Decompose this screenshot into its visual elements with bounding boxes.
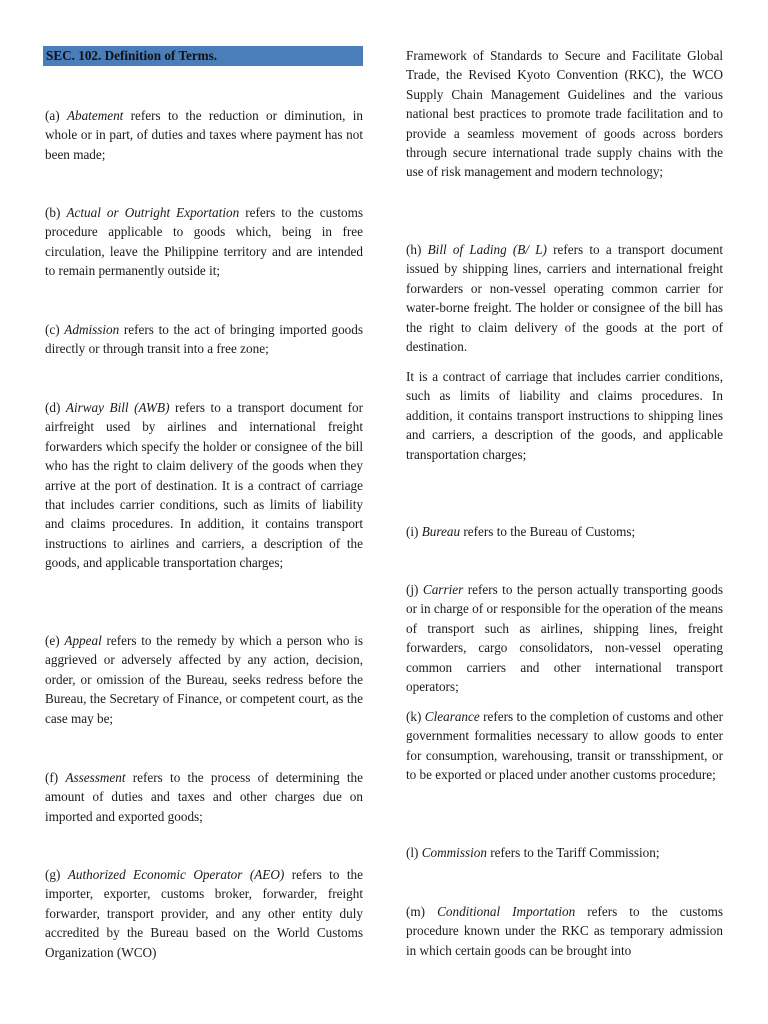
definition-text: refers to the person actually transporting goods or in charge of or responsible for the operation of the means of transport such as airlines, shipping lines, freight forwarders, cargo consolidators, non-vessel operating common carriers and other international transport operators;	[406, 582, 724, 695]
definition-text: refers to the customs procedure applicable to goods which, being in free circulation, leave the Philippine territory and are intended to remain permanently outside it;	[45, 205, 363, 279]
definition-g-continued	[406, 46, 723, 182]
definition-label: (m)	[406, 904, 438, 919]
definition-term: Commission	[421, 845, 487, 860]
definition-term: Airway Bill (AWB)	[65, 400, 170, 415]
definition-a	[45, 106, 363, 164]
definition-m	[406, 902, 723, 960]
definition-label: (k)	[406, 709, 425, 724]
definition-label: (h)	[406, 242, 428, 257]
definition-label: (e)	[45, 633, 65, 648]
definition-label: (g)	[45, 867, 68, 882]
definition-h-paragraph-2	[406, 367, 723, 464]
definition-f	[45, 768, 363, 826]
definition-label: (d)	[45, 400, 66, 415]
definition-term: Bureau	[421, 524, 461, 539]
definition-d	[45, 398, 363, 573]
definition-g	[45, 865, 363, 962]
definition-text: refers to the reduction or diminution, in whole or in part, of duties and taxes where payment has not been made;	[45, 108, 363, 162]
definition-term: Actual or Outright Exportation	[66, 205, 240, 220]
definition-text: refers to the process of determining the amount of duties and taxes and other charges due on imported and exported goods;	[45, 770, 364, 824]
definition-c	[45, 320, 363, 359]
definition-label: (b)	[45, 205, 67, 220]
definition-e	[45, 631, 363, 728]
definition-label: (j)	[406, 582, 423, 597]
definition-label: (i)	[406, 524, 422, 539]
definition-label: (a)	[45, 108, 67, 123]
definition-text: refers to a transport document for airfreight used by airlines and international freight forwarders which specify the holder or consignee of the bill who has the right to claim delivery of the goods when they arrive at the port of destination. It is a contract of carriage that includes carrier conditions, such as limits of liability and claims procedures. In addition, it contains transport instructions to airlines and carriers, a description of the goods, and applicable transportation charges;	[45, 400, 363, 571]
definition-term: Abatement	[66, 108, 124, 123]
definition-text: refers to the customs procedure known under the RKC as temporary admission in which certain goods can be brought into	[406, 904, 723, 958]
section-heading: SEC. 102. Definition of Terms.	[43, 46, 363, 66]
definition-term: Appeal	[64, 633, 102, 648]
definition-text: refers to the importer, exporter, customs broker, forwarder, freight forwarder, transport provider, and any other entity duly accredited by the Bureau based on the World Customs Organization (WCO)	[45, 867, 363, 960]
definition-label: (f)	[45, 770, 66, 785]
definition-text: refers to a transport document issued by shipping lines, carriers and international freight forwarders or non-vessel operating common carrier for water-borne freight. The holder or consignee of the bill has the right to claim delivery of the goods at the port of destination.	[406, 242, 723, 355]
definition-text: Framework of Standards to Secure and Facilitate Global Trade, the Revised Kyoto Convention (RKC), the WCO Supply Chain Management Guidelines and the various national best practices to promote trade facilitation and to provide a seamless movement of goods across borders through secure international trade supply chains with the use of risk management and modern technology;	[406, 48, 723, 180]
definition-label: (c)	[45, 322, 65, 337]
definition-l	[406, 843, 723, 862]
definition-text: refers to the Bureau of Customs;	[460, 524, 636, 539]
definition-term: Admission	[64, 322, 120, 337]
definition-text: refers to the remedy by which a person who is aggrieved or adversely affected by any action, decision, order, or omission of the Bureau, seeks redress before the Bureau, the Secretary of Finance, or competent court, as the case may be;	[45, 633, 364, 726]
definition-b	[45, 203, 363, 281]
definition-term: Clearance	[424, 709, 480, 724]
definition-text: refers to the act of bringing imported goods directly or through transit into a free zone;	[45, 322, 364, 357]
definition-term: Assessment	[65, 770, 126, 785]
definition-i	[406, 522, 723, 541]
definition-label: (l)	[406, 845, 422, 860]
definition-text: refers to the completion of customs and other government formalities necessary to allow goods to enter for consumption, warehousing, transit or transshipment, or to be exported or placed under another customs procedure;	[406, 709, 723, 783]
definition-h	[406, 240, 723, 356]
definition-text: It is a contract of carriage that includes carrier conditions, such as limits of liability and claims procedures. In addition, it contains transport instructions to shipping lines and carriers, a description of the goods, and applicable transportation charges;	[406, 369, 723, 462]
definition-term: Bill of Lading (B/ L)	[427, 242, 547, 257]
definition-term: Conditional Importation	[437, 904, 576, 919]
definition-term: Authorized Economic Operator (AEO)	[67, 867, 285, 882]
definition-k	[406, 707, 723, 785]
definition-j	[406, 580, 723, 696]
definition-term: Carrier	[422, 582, 464, 597]
definition-text: refers to the Tariff Commission;	[486, 845, 660, 860]
